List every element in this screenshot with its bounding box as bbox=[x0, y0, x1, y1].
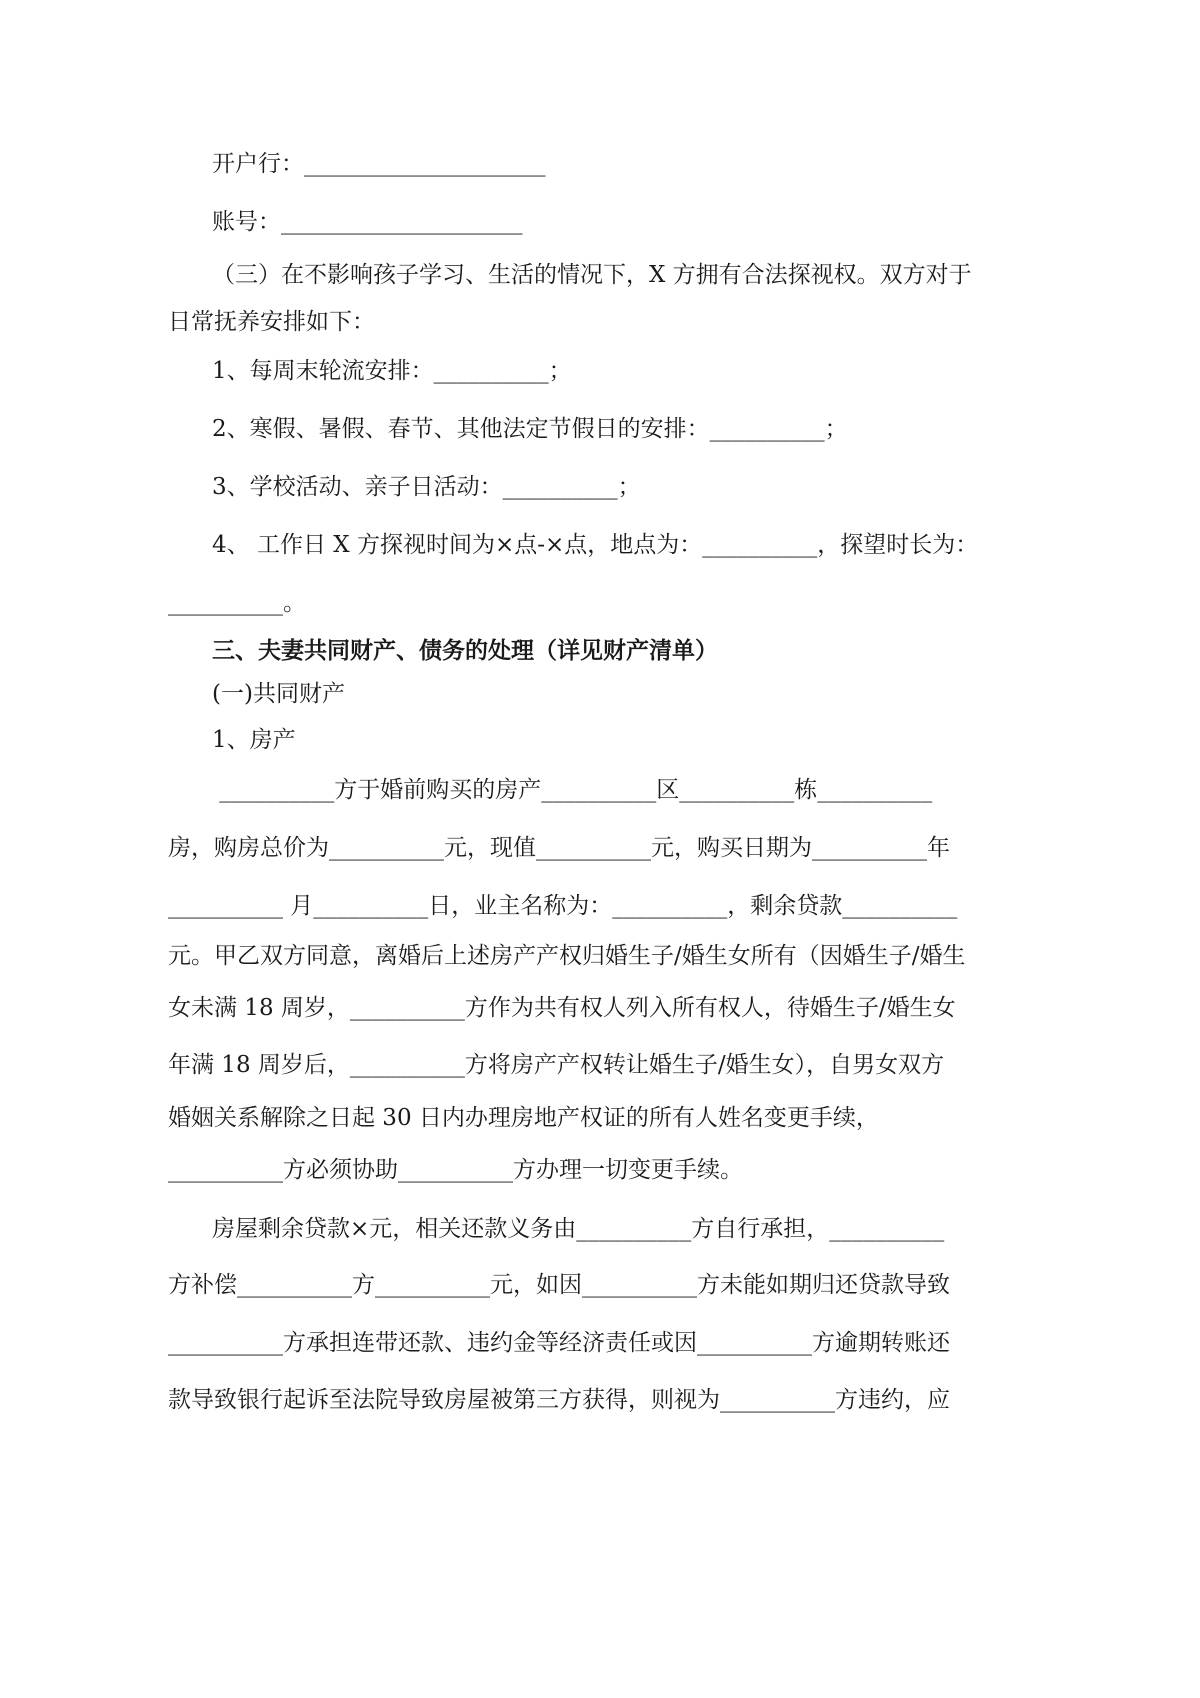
visitation-paragraph-line-2: 日常抚养安排如下： bbox=[168, 309, 375, 335]
visitation-item-2: 2、寒假、暑假、春节、其他法定节假日的安排：__________； bbox=[212, 416, 848, 442]
loan-paragraph-line-4: 款导致银行起诉至法院导致房屋被第三方获得，则视为__________方违约，应 bbox=[168, 1387, 950, 1413]
house-paragraph-line-7: 婚姻关系解除之日起 30 日内办理房地产权证的所有人姓名变更手续， bbox=[168, 1105, 879, 1131]
house-paragraph-line-3: __________ 月__________日，业主名称为：__________，剩余贷款__________ bbox=[168, 893, 958, 919]
house-paragraph-line-4: 元。甲乙双方同意，离婚后上述房产产权归婚生子/婚生女所有（因婚生子/婚生 bbox=[168, 943, 966, 969]
visitation-item-4: 4、 工作日 X 方探视时间为×点-×点，地点为：__________，探望时长为： bbox=[212, 532, 979, 558]
house-paragraph-line-6: 年满 18 周岁后，__________方将房产产权转让婚生子/婚生女），自男女双方 bbox=[168, 1052, 945, 1078]
loan-paragraph-line-1: 房屋剩余贷款×元，相关还款义务由__________方自行承担，__________ bbox=[212, 1216, 945, 1242]
house-paragraph-line-5: 女未满 18 周岁，__________方作为共有权人列入所有权人，待婚生子/婚生女 bbox=[168, 995, 956, 1021]
visitation-item-3: 3、学校活动、亲子日活动：__________； bbox=[212, 474, 641, 500]
loan-paragraph-line-2: 方补偿__________方__________元，如因__________方未能如期归还贷款导致 bbox=[168, 1272, 950, 1298]
visitation-item-1: 1、每周末轮流安排：__________； bbox=[212, 358, 572, 384]
subsection-joint-property: (一)共同财产 bbox=[212, 681, 345, 707]
bank-line: 开户行：_____________________ bbox=[212, 151, 546, 177]
loan-paragraph-line-3: __________方承担连带还款、违约金等经济责任或因__________方逾期转账还 bbox=[168, 1330, 950, 1356]
account-line: 账号：_____________________ bbox=[212, 209, 523, 235]
house-paragraph-line-2: 房，购房总价为__________元，现值__________元，购买日期为__________年 bbox=[168, 835, 950, 861]
house-paragraph-line-1: __________方于婚前购买的房产__________区__________栋__________ bbox=[212, 777, 933, 803]
house-paragraph-line-8: __________方必须协助__________方办理一切变更手续。 bbox=[168, 1157, 743, 1183]
visitation-paragraph-line-1: （三）在不影响孩子学习、生活的情况下，X 方拥有合法探视权。双方对于 bbox=[212, 262, 972, 288]
section-3-heading: 三、夫妻共同财产、债务的处理（详见财产清单） bbox=[212, 637, 718, 664]
house-heading: 1、房产 bbox=[212, 727, 296, 753]
visitation-item-4-continued: __________。 bbox=[168, 590, 306, 616]
